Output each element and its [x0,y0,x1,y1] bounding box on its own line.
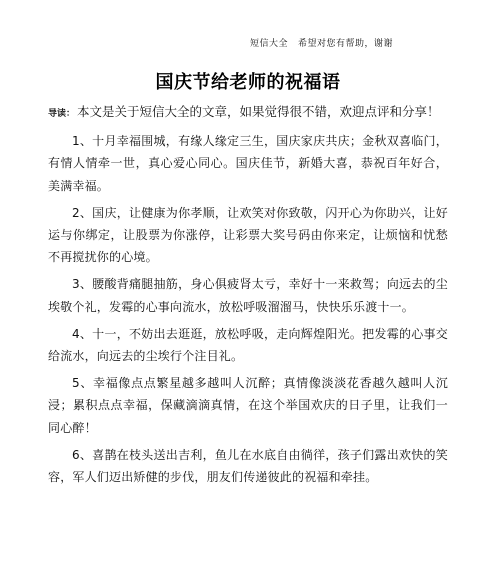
intro-paragraph [48,101,448,125]
header-tagline: 希望对您有帮助，谢谢 [297,39,393,49]
page-header [250,36,393,49]
header-site-name: 短信大全 [249,39,288,49]
intro-text: 本文是关于短信大全的文章，如果觉得很不错，欢迎点评和分享！ [77,104,440,119]
paragraph-1: 1、十月幸福围城，有缘人缘定三生，国庆家庆共庆；金秋双喜临门，有情人情牵一世，真心爱心同心。国庆佳节，新婚大喜，恭祝百年好合，美满幸福。 [48,134,448,193]
paragraph-2: 2、国庆，让健康为你孝顺，让欢笑对你致敬，闪开心为你助兴，让好运与你绑定，让股票为你涨停，让彩票大奖号码由你来定，让烦恼和忧愁不再搅扰你的心境。 [48,205,448,265]
paragraph-6: 6、喜鹊在枝头送出吉利，鱼儿在水底自由徜徉，孩子们露出欢快的笑容，军人们迈出矫健的步伐，朋友们传递彼此的祝福和牵挂。 [48,447,448,485]
paragraph-3: 3、腰酸背痛腿抽筋，身心俱疲肾太亏，幸好十一来救驾；向远去的尘埃敬个礼，发霉的心事向流水，放松呼吸溜溜马，快快乐乐渡十一。 [48,277,448,314]
paragraph-5: 5、幸福像点点繁星越多越叫人沉醉；真情像淡淡花香越久越叫人沉浸；累积点点幸福，保藏滴滴真情，在这个举国欢庆的日子里，让我们一同心醉！ [48,376,448,435]
page-title: 国庆节给老师的祝福语 [155,72,341,93]
intro-lead: 导读： [48,109,76,119]
article-body [48,101,448,488]
paragraph-4: 4、十一，不妨出去逛逛，放松呼吸，走向辉煌阳光。把发霉的心事交给流水，向远去的尘埃行个注目礼。 [48,326,448,364]
